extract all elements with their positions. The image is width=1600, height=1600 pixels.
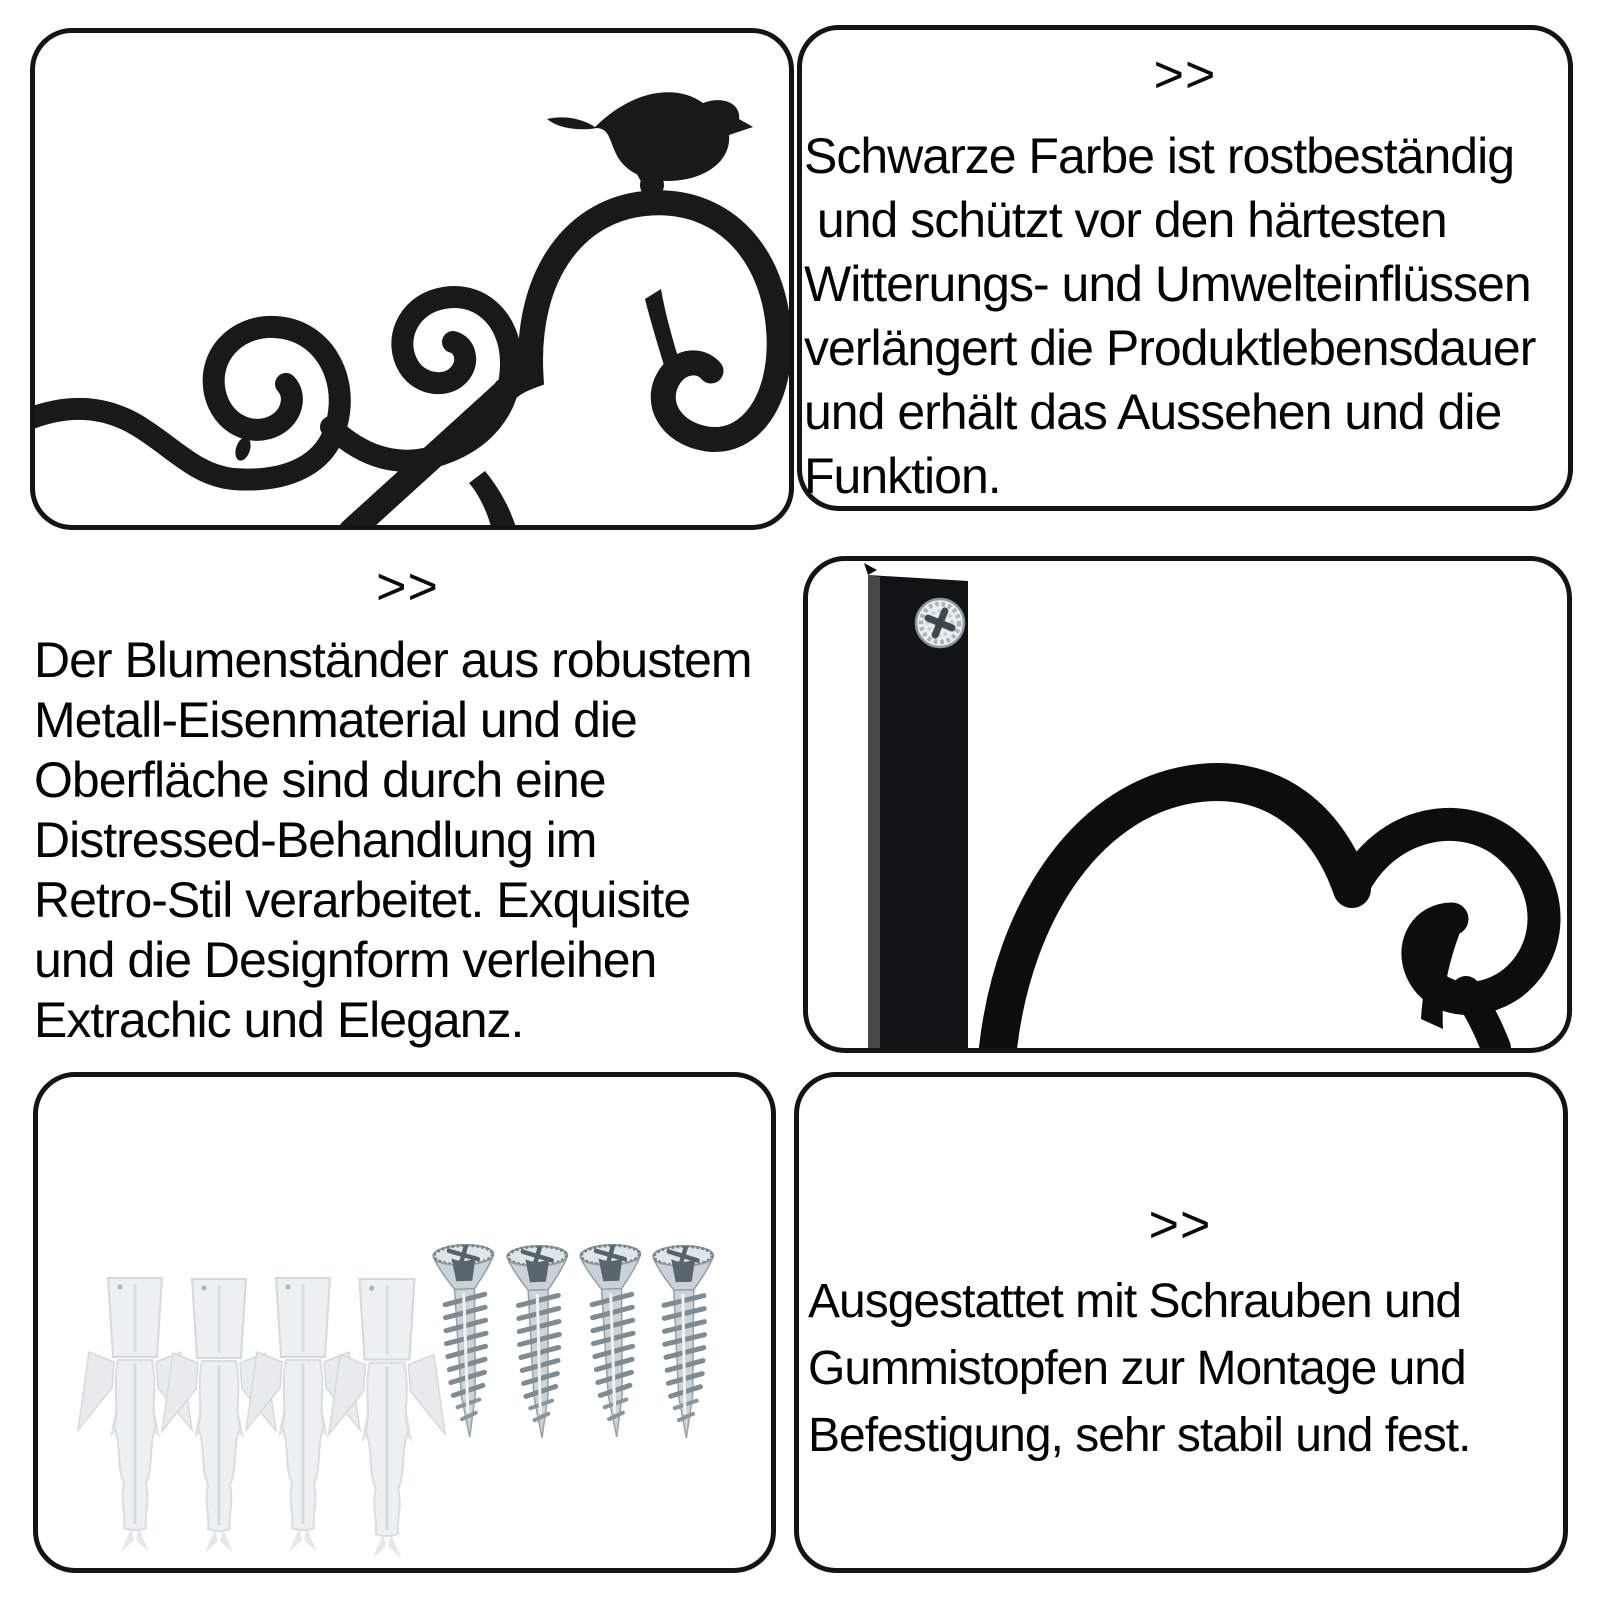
vine-left-spiral — [35, 327, 340, 480]
material-text-block — [20, 556, 795, 1050]
text-line: Schwarze Farbe ist rostbeständig — [804, 128, 1515, 184]
wall-plugs — [78, 1278, 445, 1558]
photo-panel-wall-bracket — [803, 556, 1572, 1053]
text-line: Der Blumenständer aus robustem — [34, 632, 752, 688]
text-line: Retro-Stil verarbeitet. Exquisite — [34, 872, 691, 928]
bracket-screw-head — [916, 599, 964, 647]
mounting-text-block — [800, 1194, 1560, 1469]
mounting-paragraph — [800, 1268, 1560, 1469]
leaf-spike — [469, 471, 521, 525]
text-line: Witterungs- und Umwelteinflüssen — [804, 256, 1531, 312]
text-line: Gummistopfen zur Montage und — [808, 1342, 1466, 1395]
finish-text-block — [800, 44, 1570, 508]
photo-panel-scroll-bird — [30, 28, 794, 530]
text-line: Funktion. — [804, 448, 1001, 504]
bird-silhouette — [547, 92, 753, 181]
text-line: Oberfläche sind durch eine — [34, 752, 606, 808]
bracket-arch — [998, 782, 1352, 1048]
section-chevron-heading: >> — [1148, 1196, 1212, 1254]
text-line: Distressed-Behandlung im — [34, 812, 597, 868]
scroll-with-bird-photo — [35, 33, 789, 525]
mounting-bar-edge — [868, 575, 880, 1048]
bracket-curl — [1352, 824, 1544, 998]
section-chevron-heading: >> — [1153, 46, 1217, 104]
text-line: und die Designform verleihen — [34, 932, 657, 988]
text-line: und erhält das Aussehen und die — [804, 384, 1502, 440]
section-chevron-heading: >> — [376, 558, 439, 616]
mounting-screws — [433, 1242, 716, 1439]
text-line: Ausgestattet mit Schrauben und — [808, 1275, 1462, 1328]
text-line: Metall-Eisenmaterial und die — [34, 692, 637, 748]
finial-collar — [644, 195, 660, 207]
text-line: Extrachic und Eleganz. — [34, 992, 524, 1048]
finish-paragraph — [800, 124, 1570, 508]
mounting-bar — [868, 575, 968, 1048]
mounting-bar-tip — [864, 563, 877, 575]
curl-tip — [645, 289, 681, 375]
vine-second-spiral — [331, 297, 511, 461]
hardware-kit-photo — [38, 1077, 771, 1568]
text-line: verlängert die Produktlebensdauer — [804, 320, 1536, 376]
material-paragraph — [20, 630, 795, 1050]
wall-bracket-photo — [808, 561, 1567, 1048]
text-line: und schützt vor den härtesten — [804, 192, 1447, 248]
photo-panel-hardware — [33, 1072, 776, 1573]
text-line: Befestigung, sehr stabil und fest. — [808, 1409, 1471, 1462]
